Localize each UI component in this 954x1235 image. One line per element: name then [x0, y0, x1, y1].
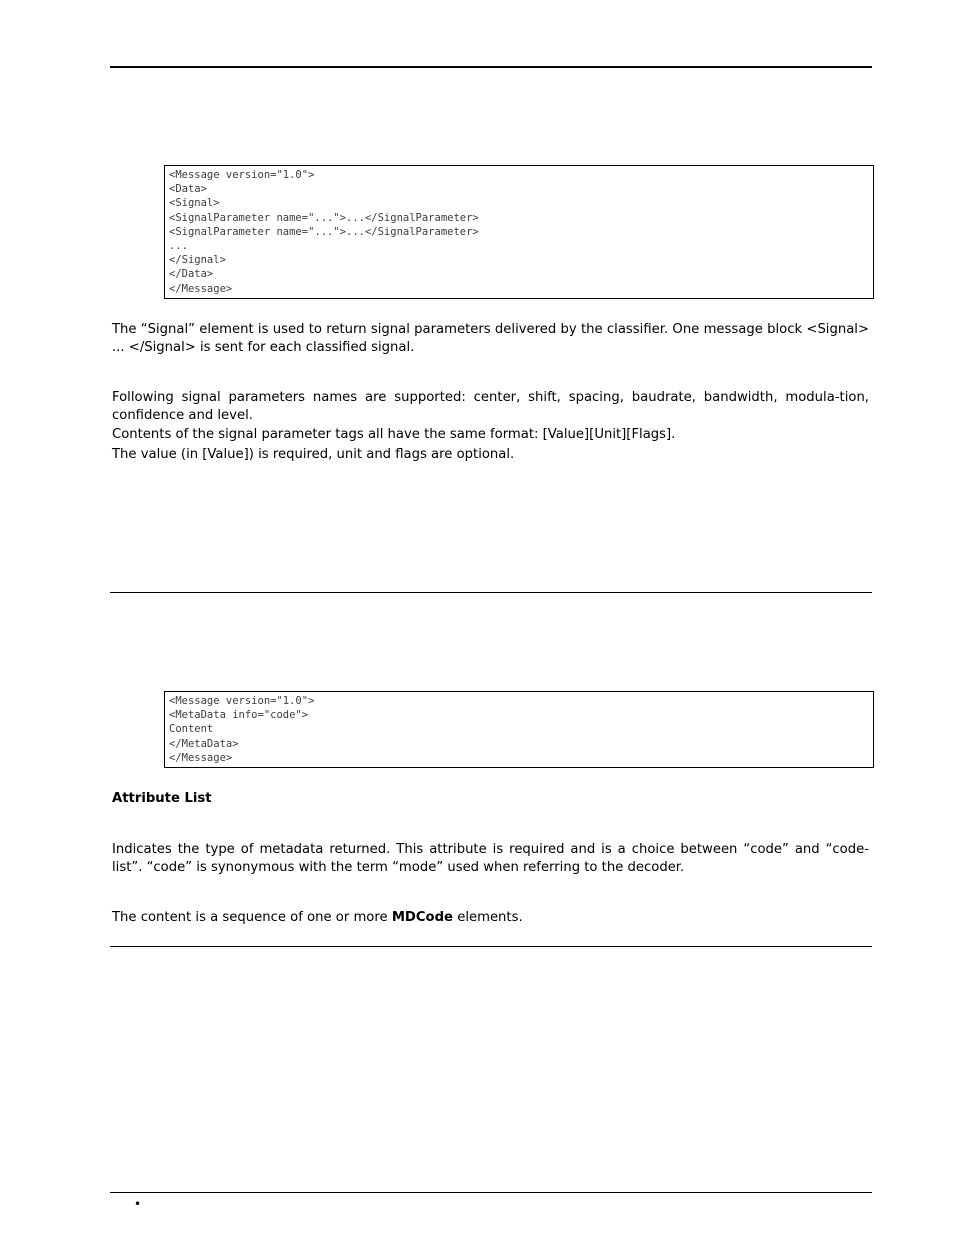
metadata-code-block [164, 691, 874, 768]
code-line: <Signal> [169, 197, 220, 210]
mdcode-term: MDCode [391, 910, 454, 925]
header-rule [110, 66, 872, 68]
info-attribute-description: Indicates the type of metadata returned. This attribute is required and is a choice between “code” and “code-list”. “code” is synonymous with the term “mode” used when referring to the decoder. [112, 842, 869, 875]
code-line: </Data> [169, 268, 214, 281]
section-divider [110, 946, 872, 947]
content-description-suffix: elements. [453, 910, 523, 925]
code-line: <MetaData info="code"> [169, 709, 309, 722]
attribute-list-heading: Attribute List [112, 791, 212, 806]
code-line: <Message version="1.0"> [169, 695, 315, 707]
content-description [112, 909, 869, 927]
code-line: </MetaData> [169, 737, 239, 750]
code-line: <SignalParameter name="...">...</SignalParameter> [169, 211, 479, 224]
content-description-prefix: The content is a sequence of one or more [112, 910, 392, 925]
code-line: </Message> [169, 751, 233, 764]
footer-bullet: • [134, 1197, 142, 1211]
code-line: <SignalParameter name="...">...</SignalParameter> [169, 225, 479, 238]
signal-parameter-required: The value (in [Value]) is required, unit and flags are optional. [112, 447, 515, 462]
signal-parameter-format: Contents of the signal parameter tags all have the same format: [Value][Unit][Flags]. [112, 427, 676, 442]
code-line: </Message> [169, 282, 233, 295]
code-line: <Message version="1.0"> [169, 169, 315, 181]
signal-description: The “Signal” element is used to return signal parameters delivered by the classifier. One message block <Signal> ... </Signal> is sent for each classified signal. [112, 322, 869, 355]
footer-rule [110, 1192, 872, 1193]
signal-code-block [164, 165, 874, 299]
signal-parameter-names: Following signal parameters names are supported: center, shift, spacing, baudrate, bandwidth, modula-tion, confidence and level. [112, 390, 869, 423]
code-line: </Signal> [169, 254, 226, 267]
code-line: <Data> [169, 183, 207, 196]
code-line: ... [169, 240, 188, 253]
section-divider [110, 592, 872, 593]
code-line: Content [169, 723, 214, 736]
